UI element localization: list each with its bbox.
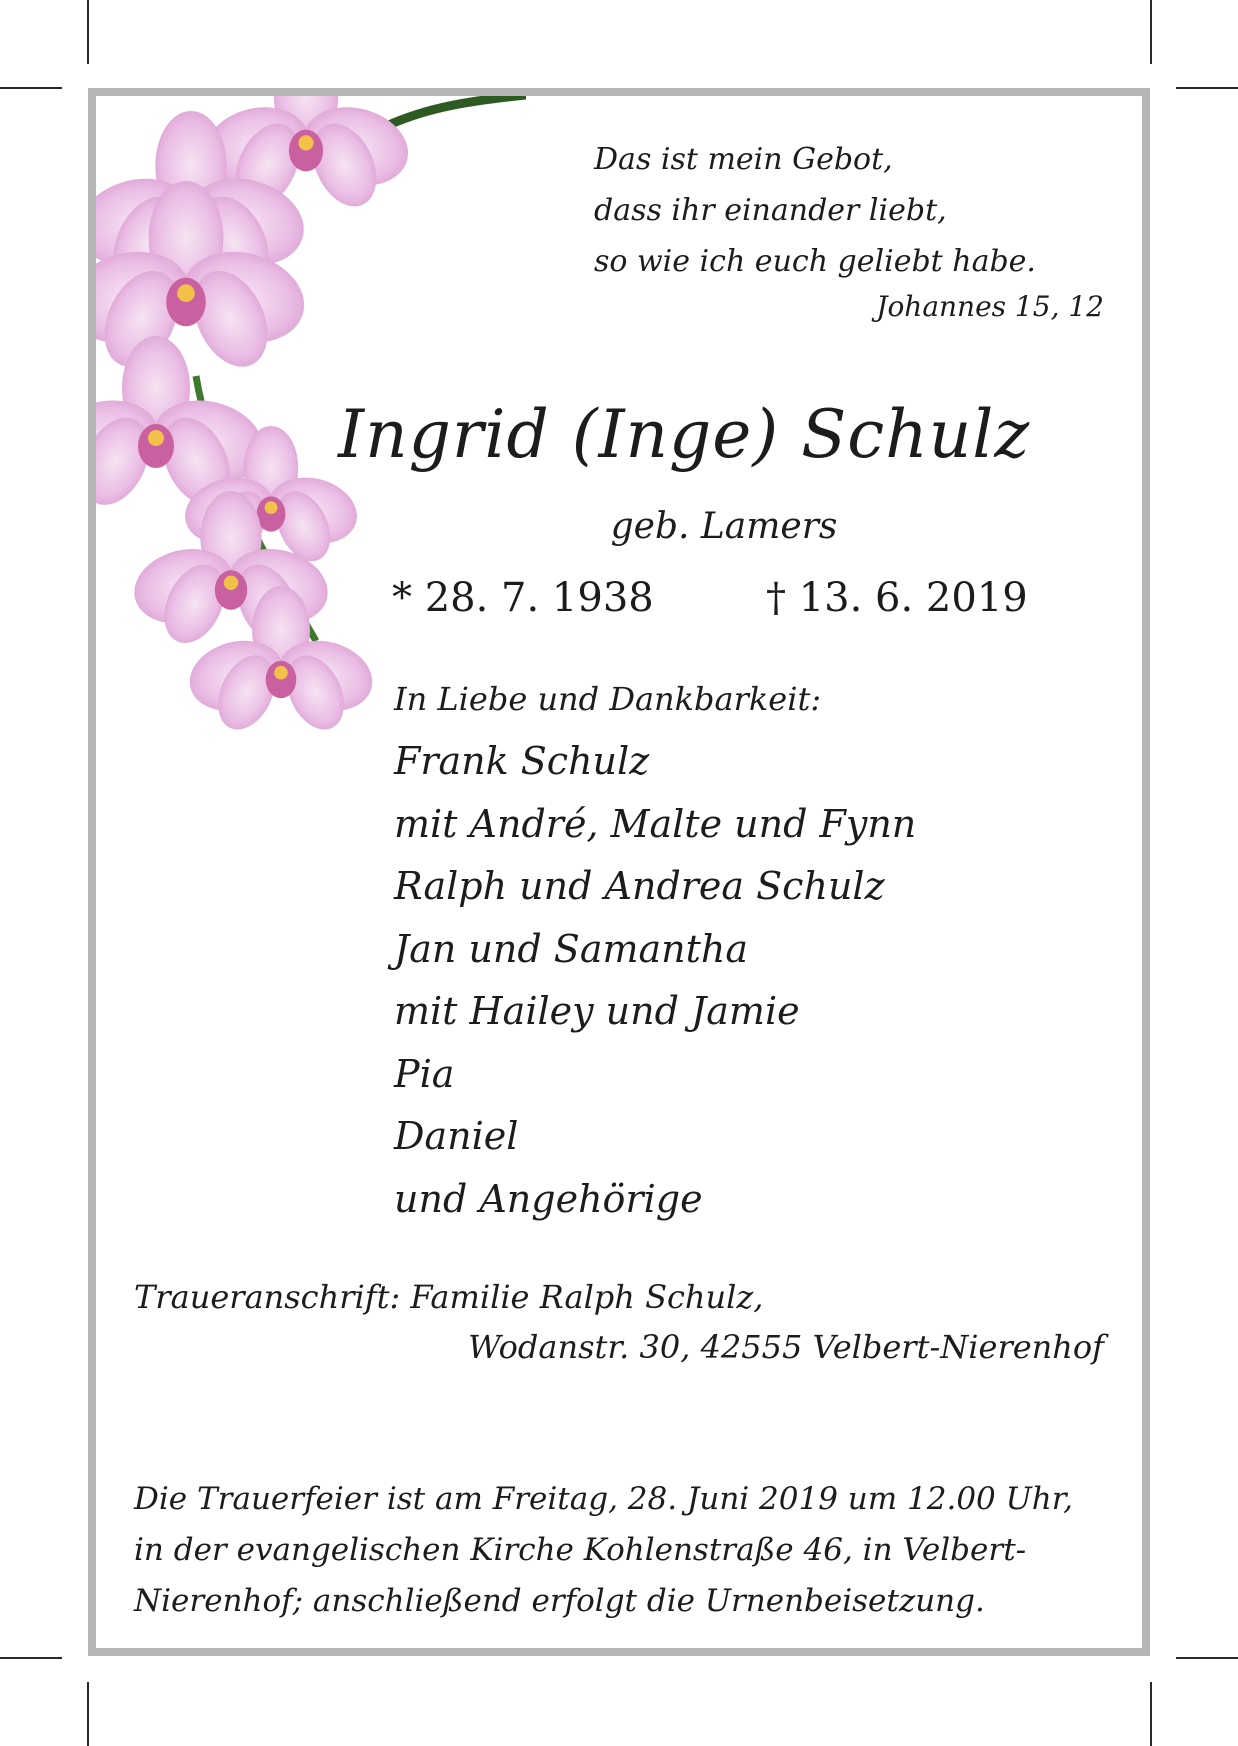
death-date: † 13. 6. 2019 xyxy=(766,575,1028,621)
verse-line: dass ihr einander liebt, xyxy=(594,193,947,228)
funeral-service-info xyxy=(134,1474,1073,1627)
mourners-intro: In Liebe und Dankbarkeit: xyxy=(394,680,822,718)
service-line: in der evangelischen Kirche Kohlenstraße 46, in Velbert- xyxy=(134,1532,1027,1568)
service-line: Die Trauerfeier ist am Freitag, 28. Juni 2019 um 12.00 Uhr, xyxy=(134,1481,1073,1517)
crop-mark-top-right-v xyxy=(1150,0,1152,64)
mourner-line: Pia xyxy=(394,1051,455,1096)
service-line: Nierenhof; anschließend erfolgt die Urnenbeisetzung. xyxy=(134,1583,985,1619)
verse-line: so wie ich euch geliebt habe. xyxy=(594,244,1036,279)
deceased-name: Ingrid (Inge) Schulz xyxy=(338,396,1031,473)
mourner-line: Frank Schulz xyxy=(394,739,650,783)
maiden-name: geb. Lamers xyxy=(610,506,838,547)
crop-mark-bottom-right-v xyxy=(1150,1682,1152,1746)
mourning-address-line2: Wodanstr. 30, 42555 Velbert-Nierenhof xyxy=(467,1328,1104,1366)
mourner-line: Ralph und Andrea Schulz xyxy=(394,864,885,908)
birth-date: * 28. 7. 1938 xyxy=(392,575,654,621)
crop-mark-top-right-h xyxy=(1176,87,1238,89)
crop-mark-top-left-v xyxy=(87,0,89,64)
crop-mark-top-left-h xyxy=(0,87,62,89)
crop-mark-bottom-left-v xyxy=(87,1682,89,1746)
mourner-line: und Angehörige xyxy=(394,1176,703,1221)
mourner-line: Jan und Samantha xyxy=(394,926,749,971)
mourner-line: mit Hailey und Jamie xyxy=(394,989,800,1033)
crop-mark-bottom-right-h xyxy=(1176,1657,1238,1659)
crop-mark-bottom-left-h xyxy=(0,1657,62,1659)
verse-line: Das ist mein Gebot, xyxy=(594,142,893,177)
verse-reference: Johannes 15, 12 xyxy=(876,290,1104,323)
mourner-line: mit André, Malte und Fynn xyxy=(394,801,917,846)
mourner-line: Daniel xyxy=(394,1114,519,1158)
mourners-list xyxy=(394,730,916,1230)
mourning-address-line1: Traueranschrift: Familie Ralph Schulz, xyxy=(134,1278,764,1316)
bible-verse xyxy=(594,134,1036,287)
